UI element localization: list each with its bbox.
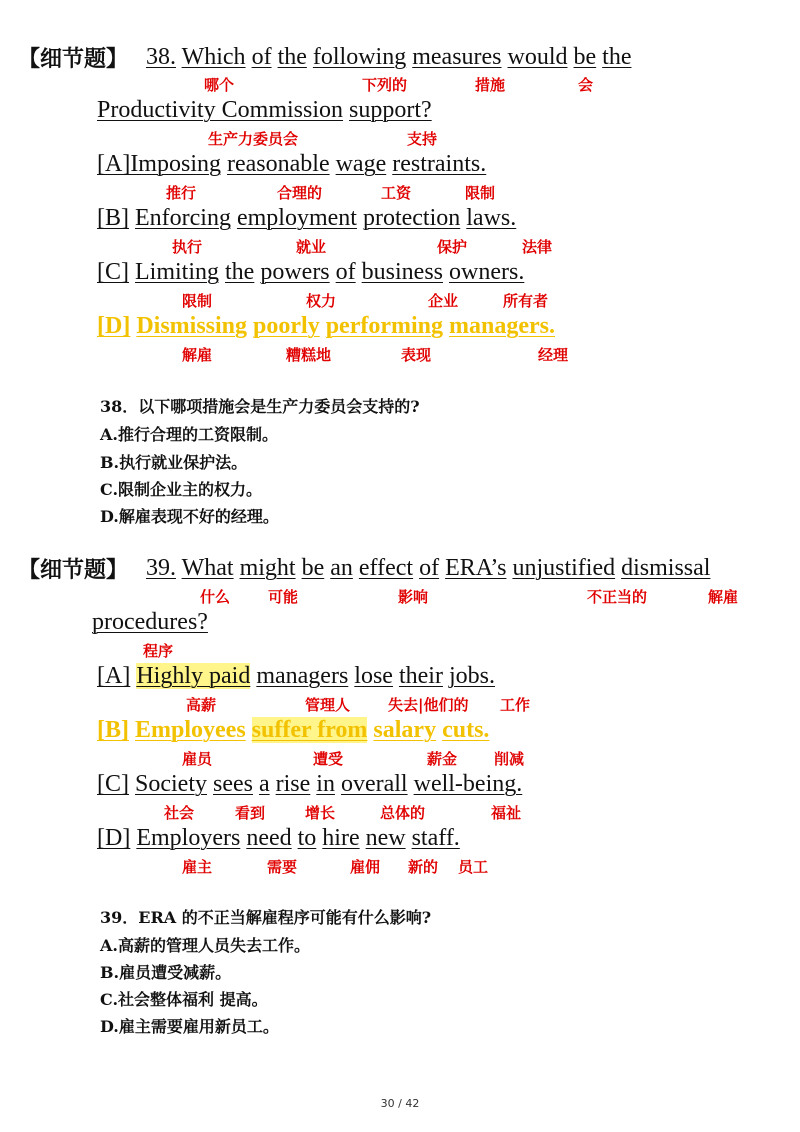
option-word: [C] xyxy=(97,771,129,797)
option-word: Dismissing xyxy=(136,313,248,339)
option-gloss: 削减 xyxy=(494,750,525,768)
q39-gloss: 解雇 xyxy=(708,588,739,606)
option-gloss: 总体的 xyxy=(380,804,426,822)
option-gloss: 失去|他们的 xyxy=(388,696,469,714)
option-word: the xyxy=(225,259,255,285)
q38-word: Productivity Commission xyxy=(97,97,344,123)
option-gloss: 企业 xyxy=(428,292,459,310)
option-gloss: 雇主 xyxy=(182,858,213,876)
option-gloss: 薪金 xyxy=(427,750,458,768)
q38-gloss: 生产力委员会 xyxy=(208,130,299,148)
option-word: their xyxy=(398,663,443,689)
q39-word: ERA’s xyxy=(445,555,507,581)
q38-word: support? xyxy=(349,97,432,123)
q38-chinese-option: A.推行合理的工资限制。 xyxy=(100,425,278,444)
option-word: sees xyxy=(213,771,253,797)
option-word: [B] xyxy=(97,205,129,231)
q39-gloss: 影响 xyxy=(398,588,429,606)
option-word: overall xyxy=(340,771,408,797)
q38-word: be xyxy=(573,44,597,70)
option-gloss: 权力 xyxy=(306,292,337,310)
option-word: Society xyxy=(135,771,207,797)
q38-gloss: 支持 xyxy=(407,130,438,148)
option-gloss: 法律 xyxy=(522,238,553,256)
option-word: jobs. xyxy=(448,663,495,689)
option-gloss: 表现 xyxy=(401,346,432,364)
option-gloss: 所有者 xyxy=(503,292,549,310)
option-word: well-being. xyxy=(413,771,523,797)
option-word: new xyxy=(365,825,406,851)
q39-gloss: 什么 xyxy=(200,588,231,606)
q39-word: What xyxy=(181,555,234,581)
q39-gloss: 程序 xyxy=(143,642,174,660)
option-word: managers xyxy=(256,663,349,689)
q39-question-line1 xyxy=(146,556,710,580)
option-word: protection xyxy=(362,205,461,231)
q38-word: Which xyxy=(181,44,246,70)
option-word: salary xyxy=(373,717,437,743)
q39-word: unjustified xyxy=(512,555,616,581)
q39-chinese-option: A.高薪的管理人员失去工作。 xyxy=(100,936,310,955)
option-word: Employees xyxy=(135,717,246,743)
option-word: owners. xyxy=(449,259,525,285)
option-gloss: 增长 xyxy=(305,804,336,822)
option-word: need xyxy=(246,825,292,851)
q38-question-line1 xyxy=(146,45,632,69)
q39-option-a xyxy=(97,664,495,688)
q38-chinese-option: D.解雇表现不好的经理。 xyxy=(100,507,279,526)
option-word: lose xyxy=(354,663,393,689)
q39-word: of xyxy=(419,555,440,581)
option-word: powers xyxy=(260,259,330,285)
option-gloss: 工资 xyxy=(381,184,412,202)
q39-word: dismissal xyxy=(621,555,711,581)
option-word: business xyxy=(361,259,443,285)
option-word: hire xyxy=(322,825,360,851)
option-word-highlighted: suffer from xyxy=(251,717,368,743)
option-gloss: 合理的 xyxy=(277,184,323,202)
option-word: to xyxy=(297,825,317,851)
option-word: [C] xyxy=(97,259,129,285)
q38-word: of xyxy=(251,44,272,70)
q39-gloss: 可能 xyxy=(268,588,299,606)
option-gloss: 员工 xyxy=(458,858,489,876)
q38-gloss: 哪个 xyxy=(204,76,235,94)
option-gloss: 雇员 xyxy=(182,750,213,768)
option-gloss: 就业 xyxy=(296,238,327,256)
q38-word: the xyxy=(602,44,632,70)
option-word: managers. xyxy=(449,313,555,339)
option-word: employment xyxy=(236,205,357,231)
option-word: of xyxy=(335,259,356,285)
q39-word: effect xyxy=(358,555,414,581)
option-gloss: 福祉 xyxy=(491,804,522,822)
q38-word: would xyxy=(507,44,568,70)
option-word: Enforcing xyxy=(135,205,231,231)
option-word: laws. xyxy=(466,205,517,231)
q38-gloss: 会 xyxy=(578,76,594,94)
q38-option-d-correct-answer xyxy=(97,314,555,338)
option-gloss: 工作 xyxy=(500,696,531,714)
q38-option-b xyxy=(97,206,516,230)
q39-word: might xyxy=(239,555,296,581)
q38-question-line2 xyxy=(97,98,432,122)
q39-chinese-option: D.雇主需要雇用新员工。 xyxy=(100,1017,279,1036)
q39-word: procedures? xyxy=(92,609,208,635)
option-gloss: 执行 xyxy=(172,238,203,256)
option-word: Employers xyxy=(136,825,241,851)
q39-option-c xyxy=(97,772,522,796)
option-gloss: 需要 xyxy=(267,858,298,876)
option-gloss: 看到 xyxy=(235,804,266,822)
option-word: [A] xyxy=(97,663,131,689)
q38-chinese-option: B.执行就业保护法。 xyxy=(100,453,248,472)
q39-option-b-correct-answer xyxy=(97,718,489,742)
q38-chinese-question: 38．以下哪项措施会是生产力委员会支持的? xyxy=(100,397,420,416)
option-gloss: 新的 xyxy=(408,858,439,876)
option-gloss: 管理人 xyxy=(305,696,351,714)
option-word-highlighted: Highly paid xyxy=(136,663,251,689)
option-gloss: 雇佣 xyxy=(350,858,381,876)
option-word: [D] xyxy=(97,825,131,851)
option-word: in xyxy=(316,771,335,797)
q39-question-line2 xyxy=(92,610,208,634)
option-word: a xyxy=(258,771,270,797)
option-word: rise xyxy=(275,771,311,797)
option-word: restraints. xyxy=(392,151,487,177)
q38-gloss: 措施 xyxy=(475,76,506,94)
option-gloss: 解雇 xyxy=(182,346,213,364)
option-word: reasonable xyxy=(226,151,330,177)
q38-category-tag: 【细节题】 xyxy=(18,47,129,72)
option-word: poorly xyxy=(253,313,320,339)
q38-chinese-option: C.限制企业主的权力。 xyxy=(100,480,263,499)
q38-word: the xyxy=(277,44,307,70)
option-gloss: 推行 xyxy=(166,184,197,202)
q39-chinese-question: 39．ERA 的不正当解雇程序可能有什么影响? xyxy=(100,908,432,927)
option-gloss: 社会 xyxy=(164,804,195,822)
option-gloss: 限制 xyxy=(465,184,496,202)
q39-word: be xyxy=(301,555,325,581)
q38-option-c xyxy=(97,260,524,284)
q39-category-tag: 【细节题】 xyxy=(18,558,129,583)
option-gloss: 限制 xyxy=(182,292,213,310)
option-word: Limiting xyxy=(135,259,219,285)
q39-chinese-option: C.社会整体福利 提高。 xyxy=(100,990,268,1009)
q38-word: measures xyxy=(412,44,502,70)
q39-chinese-option: B.雇员遭受减薪。 xyxy=(100,963,232,982)
q39-word: an xyxy=(330,555,353,581)
option-gloss: 保护 xyxy=(437,238,468,256)
option-gloss: 经理 xyxy=(538,346,569,364)
q39-gloss: 不正当的 xyxy=(587,588,648,606)
option-word: [A]Imposing xyxy=(97,151,221,177)
q39-number: 39. xyxy=(146,555,176,581)
option-word: [D] xyxy=(97,313,131,339)
option-word: performing xyxy=(325,313,444,339)
q38-number: 38. xyxy=(146,44,176,70)
option-word: cuts. xyxy=(442,717,490,743)
option-gloss: 高薪 xyxy=(186,696,217,714)
q39-option-d xyxy=(97,826,460,850)
option-word: staff. xyxy=(411,825,460,851)
q38-gloss: 下列的 xyxy=(362,76,408,94)
option-gloss: 糟糕地 xyxy=(286,346,332,364)
page-number: 30 / 42 xyxy=(380,1097,420,1110)
option-word: wage xyxy=(335,151,387,177)
q38-word: following xyxy=(312,44,407,70)
option-gloss: 遭受 xyxy=(313,750,344,768)
q38-option-a xyxy=(97,152,486,176)
option-word: [B] xyxy=(97,717,129,743)
